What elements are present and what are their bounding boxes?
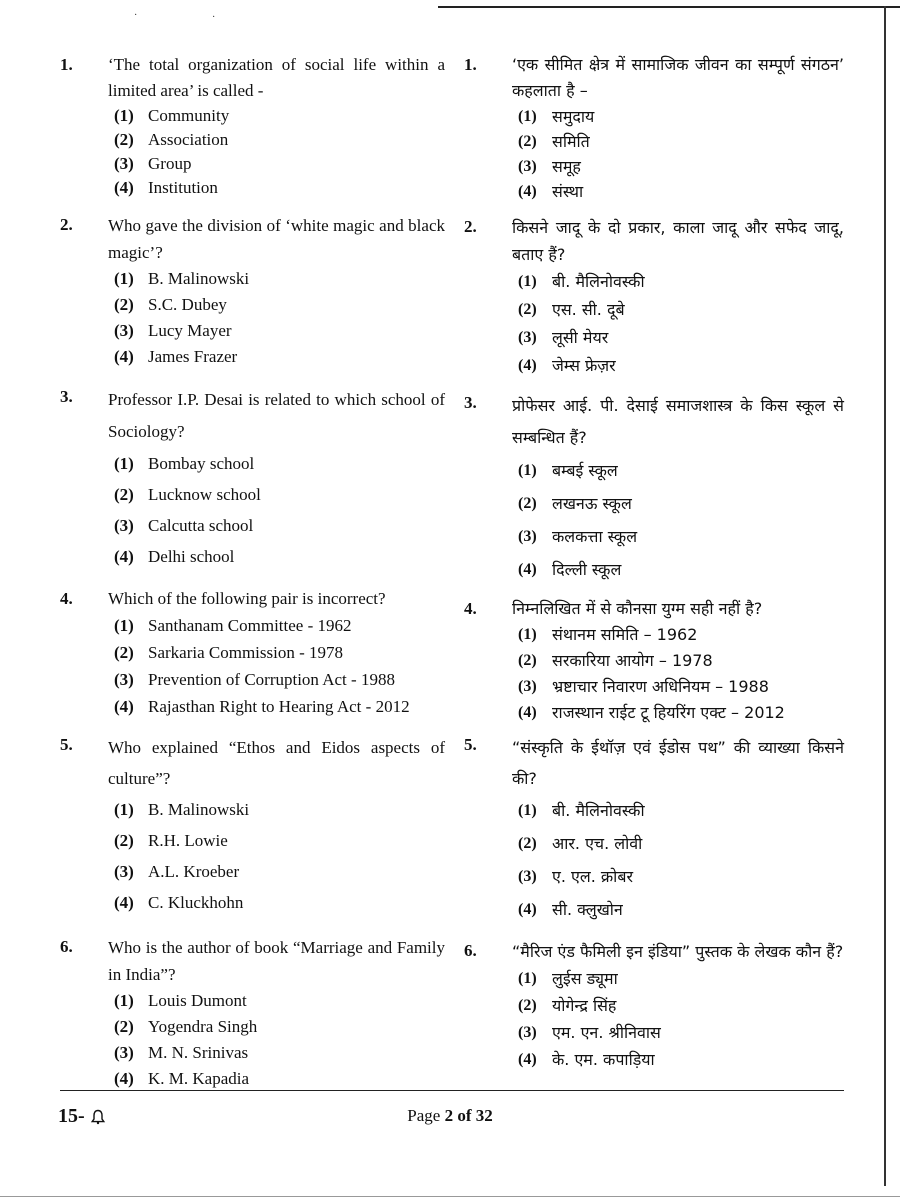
question-text: ‘एक सीमित क्षेत्र में सामाजिक जीवन का सम्पूर्ण संगठन’ कहलाता है –	[512, 55, 844, 100]
option-item	[108, 639, 445, 666]
question-text: “मैरिज एंड फैमिली इन इंडिया” पुस्तक के लेखक कौन हैं?	[512, 942, 844, 961]
option-number: (2)	[518, 301, 537, 318]
question-number: 2.	[464, 217, 477, 236]
option-text: Lucknow school	[148, 485, 261, 504]
option-text: लूसी मेयर	[552, 328, 609, 347]
option-number: (2)	[114, 643, 134, 662]
option-text: सरकारिया आयोग – 1978	[552, 651, 713, 670]
option-number: (2)	[518, 835, 537, 852]
question-text: “संस्कृति के ईथॉज़ एवं ईडोस पथ” की व्याख्या किसने की?	[512, 738, 844, 788]
option-number: (1)	[114, 269, 134, 288]
option-number: (4)	[518, 704, 537, 721]
option-item	[512, 700, 844, 726]
question-item	[464, 214, 844, 380]
option-text: भ्रष्टाचार निवारण अधिनियम – 1988	[552, 677, 769, 696]
option-text: बम्बई स्कूल	[552, 461, 618, 480]
option-text: राजस्थान राईट टू हियरिंग एक्ट – 2012	[552, 703, 785, 722]
option-item	[108, 448, 445, 479]
question-number: 5.	[60, 735, 73, 754]
option-number: (2)	[114, 130, 134, 149]
option-number: (2)	[518, 997, 537, 1014]
question-item	[60, 212, 445, 370]
option-text: Group	[148, 154, 192, 173]
option-number: (4)	[114, 547, 134, 566]
option-text: R.H. Lowie	[148, 831, 228, 850]
option-item	[108, 104, 445, 128]
question-text: Who is the author of book “Marriage and Family in India”?	[108, 938, 445, 984]
option-text: Prevention of Corruption Act - 1988	[148, 670, 395, 689]
option-item	[512, 1046, 844, 1073]
option-item	[512, 827, 844, 860]
option-text: S.C. Dubey	[148, 295, 227, 314]
option-item	[512, 296, 844, 324]
option-text: संथानम समिति – 1962	[552, 625, 698, 644]
question-item	[60, 52, 445, 200]
option-number: (3)	[518, 329, 537, 346]
question-item	[60, 732, 445, 918]
option-text: के. एम. कपाड़िया	[552, 1050, 655, 1069]
option-item	[512, 553, 844, 586]
option-text: कलकत्ता स्कूल	[552, 527, 638, 546]
option-number: (3)	[518, 868, 537, 885]
question-number: 6.	[60, 937, 73, 956]
option-item	[512, 674, 844, 700]
page-number: 2	[444, 1106, 454, 1125]
option-text: M. N. Srinivas	[148, 1043, 249, 1062]
question-item	[464, 596, 844, 726]
option-text: बी. मैलिनोवस्की	[552, 801, 645, 820]
option-item	[108, 1040, 445, 1066]
option-item	[512, 520, 844, 553]
option-item	[108, 1066, 445, 1092]
question-text: निम्नलिखित में से कौनसा युग्म सही नहीं है?	[512, 599, 763, 618]
option-number: (4)	[518, 901, 537, 918]
question-item	[464, 52, 844, 204]
option-number: (3)	[518, 678, 537, 695]
option-item	[512, 104, 844, 129]
option-number: (1)	[114, 616, 134, 635]
question-number: 6.	[464, 941, 477, 960]
option-text: B. Malinowski	[148, 269, 250, 288]
option-item	[108, 887, 445, 918]
page-indicator	[0, 1106, 900, 1126]
option-number: (4)	[114, 697, 134, 716]
option-number: (3)	[114, 154, 134, 173]
option-item	[108, 152, 445, 176]
option-number: (2)	[518, 652, 537, 669]
option-item	[512, 893, 844, 926]
option-item	[512, 1019, 844, 1046]
option-number: (1)	[114, 800, 134, 819]
option-text: Calcutta school	[148, 516, 254, 535]
option-number: (3)	[518, 158, 537, 175]
bottom-rule	[0, 1196, 900, 1197]
english-column	[60, 52, 445, 1092]
option-item	[108, 541, 445, 572]
page-prefix: Page	[407, 1106, 445, 1125]
option-number: (3)	[114, 516, 134, 535]
option-text: समूह	[552, 157, 581, 176]
option-item	[108, 292, 445, 318]
option-number: (4)	[114, 178, 134, 197]
option-number: (1)	[518, 970, 537, 987]
option-item	[512, 487, 844, 520]
option-text: Association	[148, 130, 229, 149]
option-text: लखनऊ स्कूल	[552, 494, 632, 513]
question-number: 1.	[464, 55, 477, 74]
option-text: बी. मैलिनोवस्की	[552, 272, 645, 291]
question-text: प्रोफेसर आई. पी. देसाई समाजशास्त्र के किस स्कूल से सम्बन्धित हैं?	[512, 396, 844, 447]
option-number: (1)	[518, 802, 537, 819]
option-item	[108, 176, 445, 200]
option-number: (2)	[114, 485, 134, 504]
option-item	[108, 988, 445, 1014]
option-text: एम. एन. श्रीनिवास	[552, 1023, 661, 1042]
option-number: (3)	[114, 670, 134, 689]
option-number: (4)	[518, 357, 537, 374]
option-number: (2)	[114, 831, 134, 850]
option-number: (3)	[114, 321, 134, 340]
option-number: (4)	[114, 1069, 134, 1088]
option-number: (1)	[518, 108, 537, 125]
option-number: (2)	[518, 495, 537, 512]
option-text: ए. एल. क्रोबर	[552, 867, 633, 886]
right-border-rule	[884, 6, 886, 1186]
option-text: योगेन्द्र सिंह	[552, 996, 617, 1015]
option-item	[108, 612, 445, 639]
option-text: C. Kluckhohn	[148, 893, 244, 912]
footer-rule	[60, 1090, 844, 1091]
option-number: (2)	[518, 133, 537, 150]
option-number: (1)	[518, 462, 537, 479]
option-number: (3)	[518, 1024, 537, 1041]
option-item	[512, 154, 844, 179]
option-item	[512, 268, 844, 296]
option-item	[108, 794, 445, 825]
option-text: Lucy Mayer	[148, 321, 232, 340]
option-text: Institution	[148, 178, 218, 197]
question-number: 1.	[60, 55, 73, 74]
option-text: सी. क्लुखोन	[552, 900, 623, 919]
option-item	[108, 693, 445, 720]
option-item	[108, 318, 445, 344]
question-number: 4.	[60, 589, 73, 608]
page-of: of	[453, 1106, 476, 1125]
option-number: (2)	[114, 1017, 134, 1036]
option-item	[108, 1014, 445, 1040]
question-number: 3.	[60, 387, 73, 406]
question-text: Who gave the division of ‘white magic and black magic’?	[108, 216, 445, 262]
option-number: (3)	[114, 862, 134, 881]
scan-speck: ·	[212, 12, 216, 23]
option-number: (2)	[114, 295, 134, 314]
option-number: (3)	[518, 528, 537, 545]
page-total: 32	[475, 1106, 493, 1125]
option-number: (4)	[518, 561, 537, 578]
option-text: Sarkaria Commission - 1978	[148, 643, 344, 662]
option-number: (1)	[518, 626, 537, 643]
option-item	[512, 794, 844, 827]
option-item	[512, 129, 844, 154]
option-item	[512, 352, 844, 380]
option-text: जेम्स फ्रेज़र	[552, 356, 616, 375]
option-item	[108, 856, 445, 887]
option-number: (1)	[114, 991, 134, 1010]
option-text: B. Malinowski	[148, 800, 250, 819]
question-item	[464, 732, 844, 926]
option-item	[108, 266, 445, 292]
option-text: Yogendra Singh	[148, 1017, 258, 1036]
option-item	[108, 666, 445, 693]
option-number: (3)	[114, 1043, 134, 1062]
question-text: Who explained “Ethos and Eidos aspects of culture”?	[108, 738, 445, 788]
option-number: (4)	[518, 1051, 537, 1068]
option-number: (4)	[518, 183, 537, 200]
question-item	[464, 938, 844, 1073]
option-text: लुईस ड्यूमा	[552, 969, 618, 988]
option-number: (4)	[114, 347, 134, 366]
option-text: समिति	[552, 132, 590, 151]
question-number: 4.	[464, 599, 477, 618]
option-number: (1)	[114, 106, 134, 125]
question-text: ‘The total organization of social life within a limited area’ is called -	[108, 55, 445, 100]
option-item	[512, 648, 844, 674]
option-number: (1)	[518, 273, 537, 290]
question-text: Which of the following pair is incorrect?	[108, 589, 386, 608]
option-text: Bombay school	[148, 454, 255, 473]
option-text: A.L. Kroeber	[148, 862, 240, 881]
option-text: James Frazer	[148, 347, 238, 366]
option-item	[108, 128, 445, 152]
option-item	[512, 622, 844, 648]
option-item	[108, 344, 445, 370]
question-number: 3.	[464, 393, 477, 412]
option-item	[108, 825, 445, 856]
option-text: Delhi school	[148, 547, 235, 566]
booklet-code-text: 15-	[58, 1105, 85, 1127]
option-item	[512, 860, 844, 893]
option-text: Community	[148, 106, 230, 125]
question-text: Professor I.P. Desai is related to which school of Sociology?	[108, 390, 445, 441]
scan-speck: ·	[134, 10, 138, 21]
question-number: 2.	[60, 215, 73, 234]
question-text: किसने जादू के दो प्रकार, काला जादू और सफेद जादू, बताए हैं?	[512, 218, 844, 264]
option-text: Louis Dumont	[148, 991, 247, 1010]
hindi-column	[464, 52, 844, 1073]
option-text: दिल्ली स्कूल	[552, 560, 622, 579]
option-text: K. M. Kapadia	[148, 1069, 250, 1088]
question-item	[60, 586, 445, 720]
question-item	[60, 384, 445, 572]
option-text: Rajasthan Right to Hearing Act - 2012	[148, 697, 410, 716]
option-text: समुदाय	[552, 107, 595, 126]
option-item	[512, 454, 844, 487]
option-item	[512, 179, 844, 204]
option-number: (1)	[114, 454, 134, 473]
option-text: एस. सी. दूबे	[552, 300, 625, 319]
option-text: संस्था	[552, 182, 584, 201]
option-item	[512, 965, 844, 992]
question-number: 5.	[464, 735, 477, 754]
top-rule	[438, 6, 900, 8]
option-item	[512, 324, 844, 352]
option-number: (4)	[114, 893, 134, 912]
option-item	[108, 479, 445, 510]
option-item	[108, 510, 445, 541]
question-item	[464, 390, 844, 586]
option-text: Santhanam Committee - 1962	[148, 616, 352, 635]
option-text: आर. एच. लोवी	[552, 834, 643, 853]
question-item	[60, 934, 445, 1092]
option-item	[512, 992, 844, 1019]
